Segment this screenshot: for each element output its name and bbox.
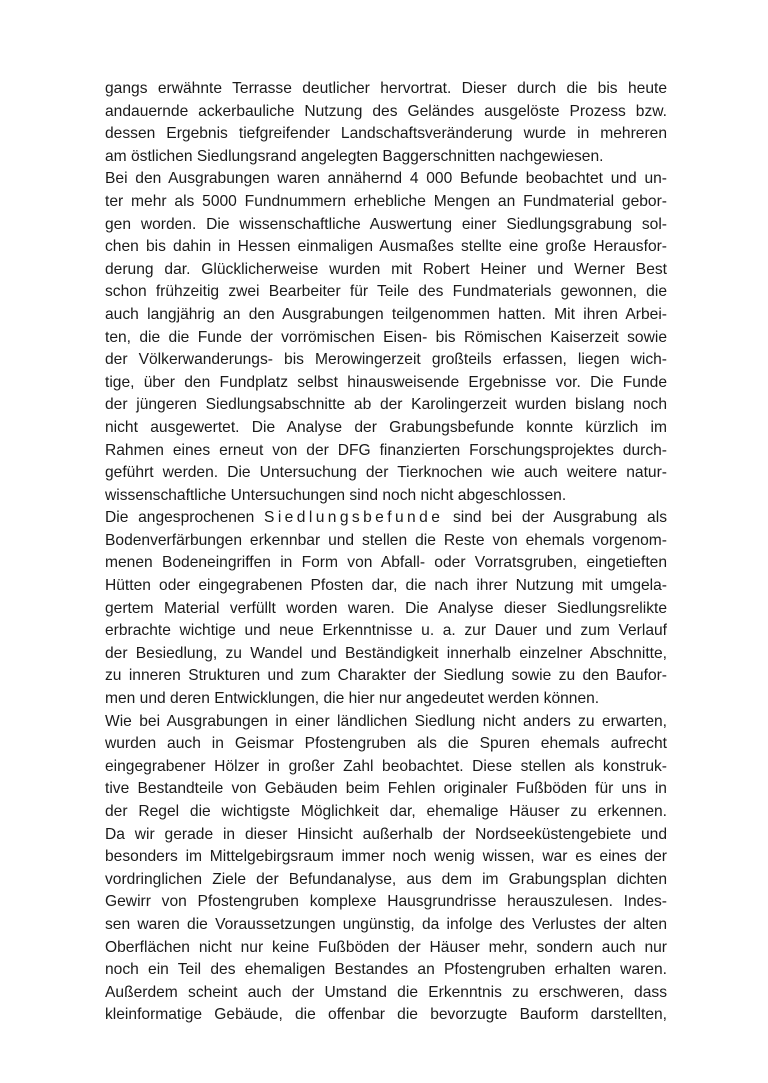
text-line: Außerdem scheint auch der Umstand die Erkenntnis zu erschweren, dass xyxy=(105,983,667,1001)
text-line: erbrachte wichtige und neue Erkenntnisse u. a. zur Dauer und zum Verlauf xyxy=(105,622,667,640)
paragraph xyxy=(105,78,667,168)
lead-text: Die angesprochenen xyxy=(105,509,265,527)
text-line: Oberflächen nicht nur keine Fußböden der Häuser mehr, sondern auch nur xyxy=(105,938,667,956)
text-line: Bodenverfärbungen erkennbar und stellen die Reste von ehemals vorgenom- xyxy=(105,531,667,549)
text-line: kleinformatige Gebäude, die offenbar die bevorzugte Bauform darstellten, xyxy=(105,1006,667,1024)
emphasized-term: Siedlungsbefunde xyxy=(264,509,444,527)
text-line: tive Bestandteile von Gebäuden beim Fehlen originaler Fußböden für uns in xyxy=(105,780,667,798)
text-line: der jüngeren Siedlungsabschnitte ab der Karolingerzeit wurden bislang noch xyxy=(105,396,667,414)
text-line: dessen Ergebnis tiefgreifender Landschaftsveränderung wurde in mehreren xyxy=(105,125,667,143)
text-line: gertem Material verfüllt worden waren. Die Analyse dieser Siedlungsrelikte xyxy=(105,599,667,617)
text-line: am östlichen Siedlungsrand angelegten Baggerschnitten nachgewiesen. xyxy=(105,147,604,165)
text-line: wissenschaftliche Untersuchungen sind noch nicht abgeschlossen. xyxy=(105,486,567,504)
paragraph xyxy=(105,507,667,710)
text-line: men und deren Entwicklungen, die hier nur angedeutet werden können. xyxy=(105,690,600,708)
text-line: vordringlichen Ziele der Befundanalyse, aus dem im Grabungsplan dichten xyxy=(105,870,667,888)
text-line: menen Bodeneingriffen in Form von Abfall- oder Vorratsgruben, eingetieften xyxy=(105,554,667,572)
text-line: tige, über den Fundplatz selbst hinausweisende Ergebnisse vor. Die Funde xyxy=(105,373,667,391)
text-line: andauernde ackerbauliche Nutzung des Geländes ausgelöste Prozess bzw. xyxy=(105,102,667,120)
text-line: nicht ausgewertet. Die Analyse der Grabungsbefunde konnte kürzlich im xyxy=(105,418,667,436)
text-line xyxy=(105,507,667,530)
text-line: Hütten oder eingegrabenen Pfosten dar, die nach ihrer Nutzung mit umgela- xyxy=(105,577,667,595)
text-line: Bei den Ausgrabungen waren annähernd 4 000 Befunde beobachtet und un- xyxy=(105,170,667,188)
text-line: schon frühzeitig zwei Bearbeiter für Teile des Fundmaterials gewonnen, die xyxy=(105,283,667,301)
text-line: sen waren die Voraussetzungen ungünstig, da infolge des Verlustes der alten xyxy=(105,915,667,933)
text-line: zu inneren Strukturen und zum Charakter der Siedlung sowie zu den Baufor- xyxy=(105,667,667,685)
text-line: noch ein Teil des ehemaligen Bestandes an Pfostengruben erhalten waren. xyxy=(105,961,667,979)
text-line: Gewirr von Pfostengruben komplexe Hausgrundrisse herauszulesen. Indes- xyxy=(105,893,667,911)
text-line: auch langjährig an den Ausgrabungen teilgenommen hatten. Mit ihren Arbei- xyxy=(105,305,667,323)
text-line: der Regel die wichtigste Möglichkeit dar, ehemalige Häuser zu erkennen. xyxy=(105,803,667,820)
text-line: Da wir gerade in dieser Hinsicht außerhalb der Nordseeküstengebiete und xyxy=(105,825,667,843)
text-line: eingegrabener Hölzer in großer Zahl beobachtet. Diese stellen als konstruk- xyxy=(105,757,667,775)
text-line: wurden auch in Geismar Pfostengruben als die Spuren ehemals aufrecht xyxy=(105,735,667,753)
text-line: chen bis dahin in Hessen einmaligen Ausmaßes stellte eine große Herausfor- xyxy=(105,238,667,256)
text-line: gen worden. Die wissenschaftliche Auswertung einer Siedlungsgrabung sol- xyxy=(105,215,667,233)
document-page xyxy=(105,78,667,1027)
text-line: gangs erwähnte Terrasse deutlicher hervortrat. Dieser durch die bis heute xyxy=(105,80,667,97)
paragraph xyxy=(105,711,667,1027)
lead-text-rest: sind bei der Ausgrabung als xyxy=(443,509,667,527)
text-line: geführt werden. Die Untersuchung der Tierknochen wie auch weitere natur- xyxy=(105,464,667,482)
text-line: Wie bei Ausgrabungen in einer ländlichen Siedlung nicht anders zu erwarten, xyxy=(105,712,667,730)
text-line: besonders im Mittelgebirgsraum immer noch wenig wissen, war es eines der xyxy=(105,848,667,866)
paragraph xyxy=(105,168,667,507)
text-line: Rahmen eines erneut von der DFG finanzierten Forschungsprojektes durch- xyxy=(105,441,667,459)
text-line: der Völkerwanderungs- bis Merowingerzeit großteils erfassen, liegen wich- xyxy=(105,351,667,369)
text-line: ter mehr als 5000 Fundnummern erhebliche Mengen an Fundmaterial gebor- xyxy=(105,192,667,210)
text-line: der Besiedlung, zu Wandel und Beständigkeit innerhalb einzelner Abschnitte, xyxy=(105,644,667,662)
text-line: ten, die die Funde der vorrömischen Eisen- bis Römischen Kaiserzeit sowie xyxy=(105,328,667,346)
text-line: derung dar. Glücklicherweise wurden mit Robert Heiner und Werner Best xyxy=(105,260,667,278)
